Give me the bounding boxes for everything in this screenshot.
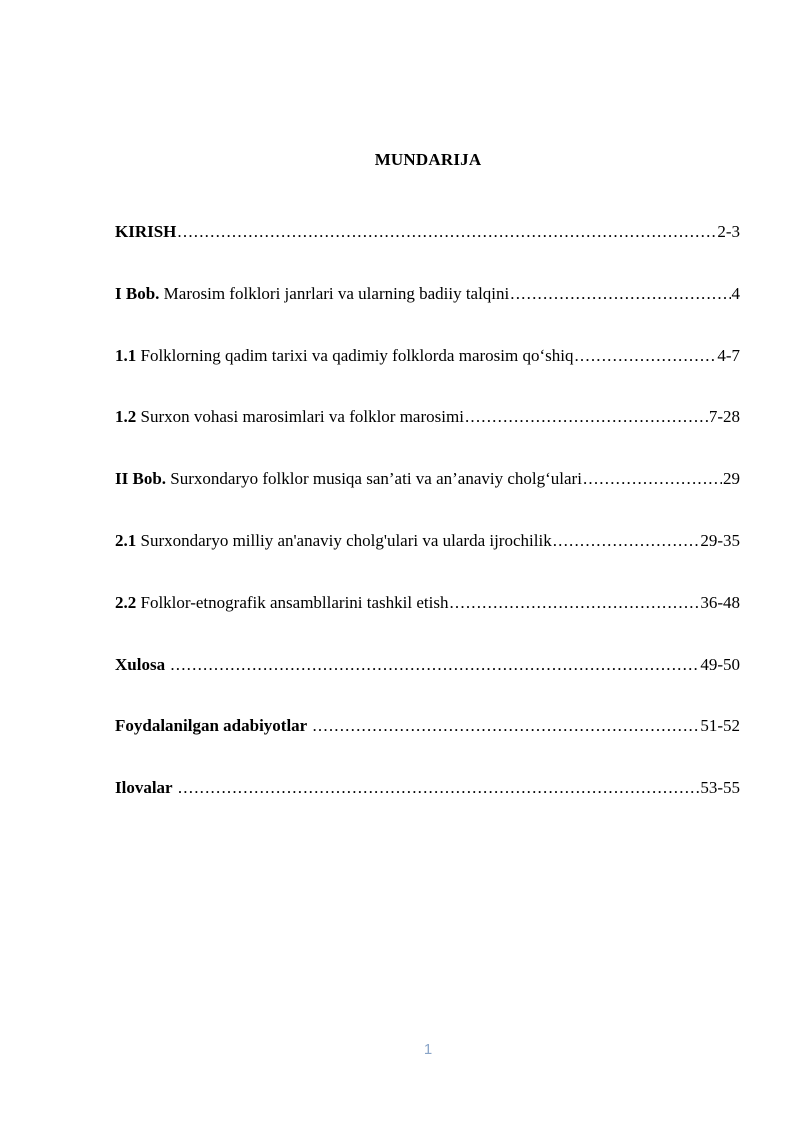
toc-entry-label: Foydalanilgan adabiyotlar: [115, 716, 308, 736]
toc-entry-title: Surxondaryo milliy an'anaviy cholg'ulari va ularda ijrochilik: [136, 530, 552, 550]
toc-entry-label: I Bob.: [115, 283, 160, 303]
toc-leader-dots: [449, 593, 699, 613]
page-number: 1: [423, 1041, 433, 1058]
toc-entry-label: 1.2: [115, 407, 137, 427]
toc-entry-pages: 29: [723, 469, 740, 489]
toc-leader-dots: [574, 346, 716, 366]
toc-entry-chapter-2: [115, 469, 740, 489]
toc-entry-section-2-2: [115, 593, 740, 613]
toc-entry-title: [307, 716, 311, 735]
toc-entry-text: [115, 284, 509, 304]
toc-entry-pages: 4-7: [717, 345, 740, 365]
toc-entry-label: II Bob.: [115, 469, 167, 489]
toc-entry-text: [115, 469, 582, 489]
toc-entry-pages: 49-50: [700, 654, 740, 674]
toc-leader-dots: [583, 469, 722, 489]
toc-leader-dots: [510, 284, 730, 304]
toc-entry-section-2-1: [115, 531, 740, 551]
toc-entry-text: [115, 222, 176, 242]
toc-entry-text: [115, 531, 552, 551]
page-title: MUNDARIJA: [374, 150, 482, 169]
toc-entry-pages: 51-52: [700, 716, 740, 736]
toc-entry-label: Xulosa: [115, 654, 166, 674]
toc-entry-text: [115, 778, 177, 798]
toc-leader-dots: [170, 655, 699, 675]
toc-leader-dots: [177, 222, 716, 242]
toc-entry-label: 2.1: [115, 530, 137, 550]
toc-entry-pages: 53-55: [700, 778, 740, 798]
toc-entry-text: [115, 716, 311, 736]
toc-entry-chapter-1: [115, 284, 740, 304]
toc-entry-title: [165, 655, 169, 674]
toc-entry-kirish: [115, 222, 740, 242]
toc-entry-label: 2.2: [115, 592, 137, 612]
toc-entry-title: Marosim folklori janrlari va ularning badiiy talqini: [159, 283, 510, 303]
toc-entry-title: Surxon vohasi marosimlari va folklor marosimi: [136, 407, 464, 427]
toc-entry-title: Folklor-etnografik ansambllarini tashkil etish: [136, 592, 449, 612]
toc-entry-label: 1.1: [115, 345, 137, 365]
toc-entry-label: Ilovalar: [115, 778, 173, 798]
toc-entry-adabiyotlar: [115, 716, 740, 736]
toc-leader-dots: [312, 716, 699, 736]
toc-entry-text: [115, 407, 464, 427]
toc-entry-text: [115, 655, 169, 675]
table-of-contents: [115, 222, 740, 840]
toc-leader-dots: [178, 778, 699, 798]
toc-entry-pages: 29-35: [700, 530, 740, 550]
toc-entry-pages: 7-28: [708, 407, 740, 427]
toc-entry-text: [115, 593, 448, 613]
toc-entry-pages: 2-3: [717, 222, 740, 241]
toc-entry-title: [173, 778, 177, 797]
toc-leader-dots: [553, 531, 700, 551]
toc-entry-label: KIRISH: [115, 222, 177, 241]
toc-entry-title: Surxondaryo folklor musiqa san’ati va an’anaviy cholg‘ulari: [166, 469, 582, 489]
toc-entry-pages: 36-48: [700, 592, 740, 612]
toc-entry-text: [115, 346, 573, 366]
toc-leader-dots: [465, 407, 708, 427]
toc-entry-section-1-2: [115, 407, 740, 427]
toc-entry-xulosa: [115, 655, 740, 675]
toc-entry-title: Folklorning qadim tarixi va qadimiy folklorda marosim qo‘shiq: [136, 345, 574, 365]
toc-entry-pages: 4: [731, 283, 740, 303]
toc-entry-section-1-1: [115, 346, 740, 366]
toc-entry-ilovalar: [115, 778, 740, 798]
